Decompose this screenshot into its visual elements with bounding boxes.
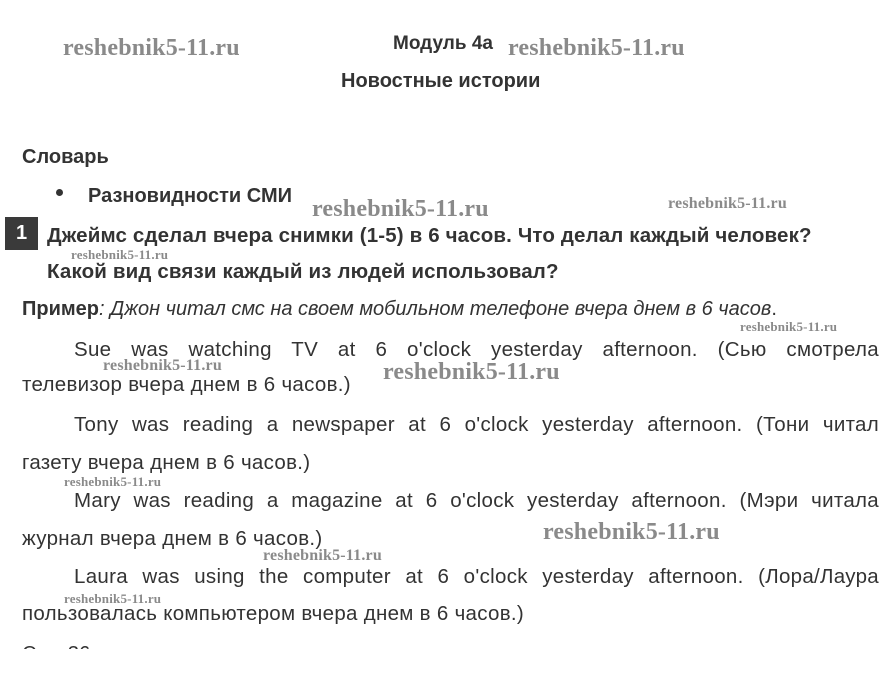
watermark: reshebnik5-11.ru <box>740 319 838 334</box>
answer-3-line1: Mary was reading a magazine at 6 o'clock yesterday afternoon. (Мэри читала <box>74 489 879 512</box>
bottom-crop <box>0 649 896 686</box>
watermark: reshebnik5-11.ru <box>508 35 685 61</box>
watermark: reshebnik5-11.ru <box>263 547 382 564</box>
module-label: Модуль 4а <box>393 33 493 54</box>
watermark: reshebnik5-11.ru <box>71 247 169 262</box>
watermark: reshebnik5-11.ru <box>63 35 240 61</box>
watermark: reshebnik5-11.ru <box>383 359 560 385</box>
watermark: reshebnik5-11.ru <box>64 591 162 606</box>
example <box>22 298 777 321</box>
section-heading: Словарь <box>22 146 109 168</box>
answer-4-line1: Laura was using the computer at 6 o'clock yesterday afternoon. (Лора/Лаура <box>74 565 879 588</box>
answer-2-line1: Tony was reading a newspaper at 6 o'clock yesterday afternoon. (Тони читал <box>74 413 879 436</box>
watermark: reshebnik5-11.ru <box>312 196 489 222</box>
answer-1-line2: телевизор вчера днем в 6 часов.) <box>22 373 351 396</box>
answer-2-line2: газету вчера днем в 6 часов.) <box>22 451 311 474</box>
watermark: reshebnik5-11.ru <box>543 519 720 545</box>
example-text: : Джон читал смс на своем мобильном телефоне вчера днем в 6 часов <box>99 298 772 320</box>
answer-3-line2: журнал вчера днем в 6 часов.) <box>22 527 323 550</box>
exercise-instruction-line2: Какой вид связи каждый из людей использовал? <box>47 260 559 283</box>
watermark: reshebnik5-11.ru <box>103 357 222 374</box>
exercise-instruction-line1: Джеймс сделал вчера снимки (1-5) в 6 часов. Что делал каждый человек? <box>47 224 812 247</box>
answer-1-line1: Sue was watching TV at 6 o'clock yesterday afternoon. (Сью смотрела <box>74 338 879 361</box>
example-period: . <box>771 298 777 320</box>
exercise-number-badge: 1 <box>5 217 38 250</box>
bullet-dot-icon <box>56 189 63 196</box>
watermark: reshebnik5-11.ru <box>668 195 787 212</box>
watermark: reshebnik5-11.ru <box>64 474 162 489</box>
bullet-item: Разновидности СМИ <box>88 185 292 207</box>
answer-4-line2: пользовалась компьютером вчера днем в 6 часов.) <box>22 602 525 625</box>
page-title: Новостные истории <box>341 70 541 92</box>
example-label: Пример <box>22 298 100 320</box>
